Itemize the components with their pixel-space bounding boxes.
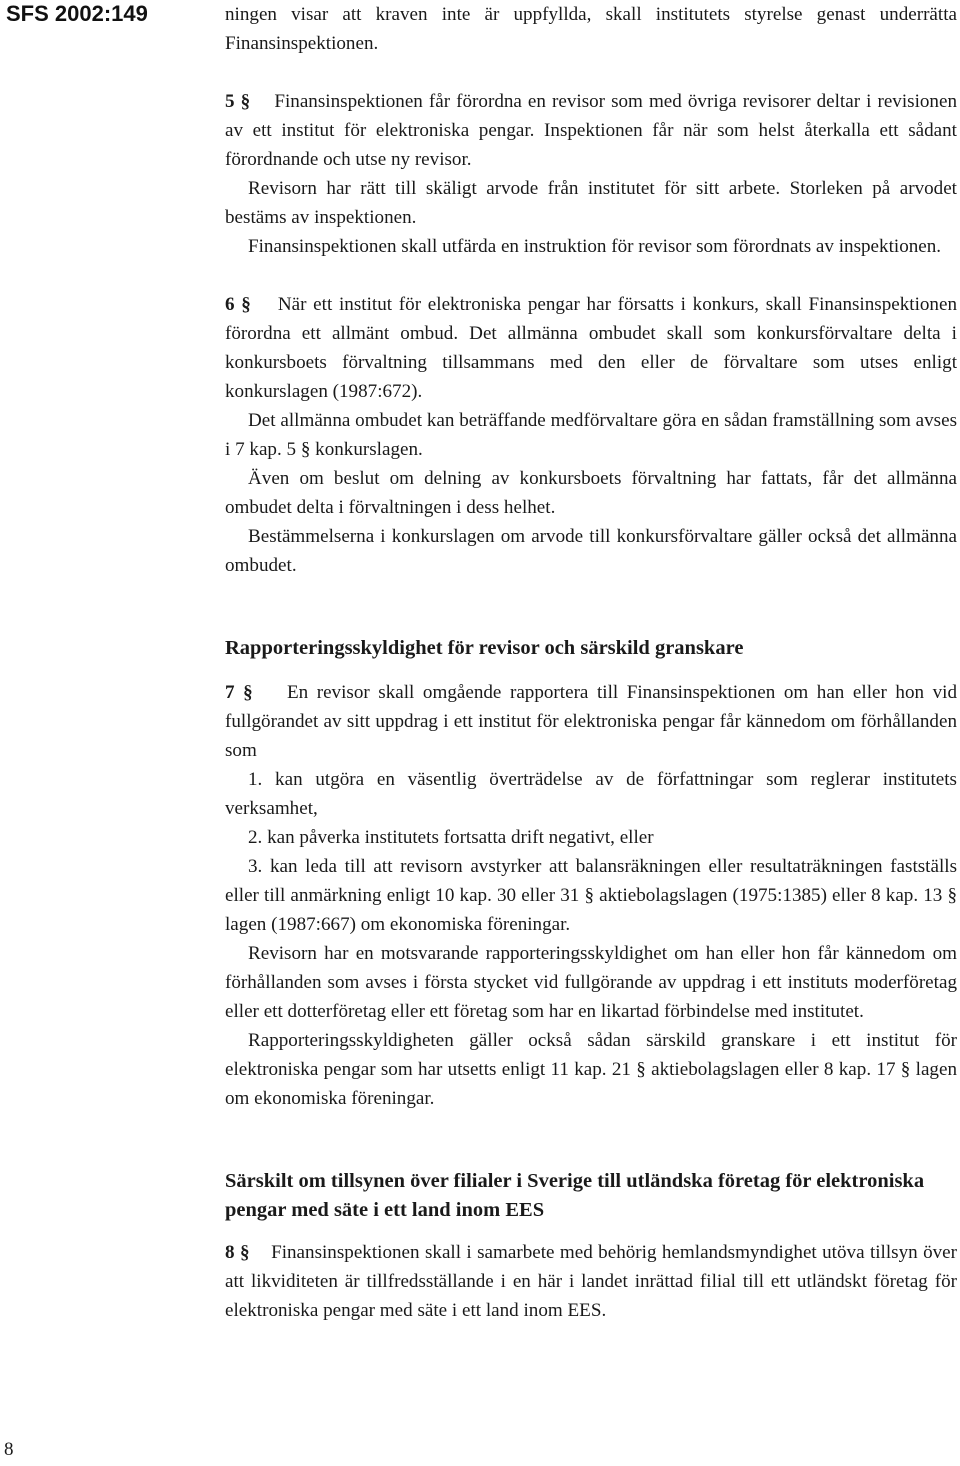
sfs-number: SFS 2002:149 <box>6 1 148 26</box>
section-5-text-1: Finansinspektionen får förordna en revisor som med övriga revisorer deltar i revisionen av ett institut för elektroniska pengar. Inspektionen får när som helst återkalla ett sådant förordnande och utse ny revisor. <box>225 91 958 170</box>
section-8-paragraph-1 <box>225 1238 957 1325</box>
spacer <box>225 1142 957 1167</box>
spacer <box>225 1225 957 1238</box>
spacer <box>225 58 957 87</box>
section-6-text-1: När ett institut för elektroniska pengar har försatts i konkurs, skall Finansinspektionen förordna ett allmänt ombud. Det allmänna ombudet skall som konkursförvaltare delta i konkursboets förvaltning tillsammans med den eller de förvaltare som utses enligt konkurslagen (1987:672). <box>225 294 957 402</box>
spacer <box>225 580 957 609</box>
page-number: 8 <box>4 1439 14 1460</box>
section-6-paragraph-3: Även om beslut om delning av konkursboets förvaltning har fattats, får det allmänna ombudet delta i förvaltningen i dess helhet. <box>225 468 957 518</box>
document-body <box>225 0 957 1325</box>
section-7-paragraph-1 <box>225 678 957 765</box>
section-7-item-1: 1. kan utgöra en väsentlig överträdelse av de författningar som reglerar institutets verksamhet, <box>225 769 957 819</box>
section-5-paragraph-2: Revisorn har rätt till skäligt arvode från institutet för sitt arbete. Storleken på arvodet bestäms av inspektionen. <box>225 178 957 228</box>
section-5-number: 5 § <box>225 91 251 112</box>
section-7-text-1: En revisor skall omgående rapportera till Finansinspektionen om han eller hon vid fullgörandet av sitt uppdrag i ett institut för elektroniska pengar får kännedom om förhållanden som <box>225 682 957 761</box>
section-7-paragraph-3: Rapporteringsskyldigheten gäller också sådan särskild granskare i ett institut för elektroniska pengar som har utsetts enligt 11 kap. 21 § aktiebolagslagen eller 8 kap. 17 § lagen om ekonomiska föreningar. <box>225 1030 957 1109</box>
spacer <box>225 663 957 678</box>
paragraph-continued: ningen visar att kraven inte är uppfyllda, skall institutets styrelse genast underrätta Finansinspektionen. <box>225 4 957 54</box>
section-6-number: 6 § <box>225 294 251 315</box>
section-7-paragraph-2: Revisorn har en motsvarande rapporteringsskyldighet om han eller hon får kännedom om förhållanden som avses i första stycket vid fullgörande av uppdrag i ett instituts moderföretag eller ett dotterföretag eller ett företag som har en likartad förbindelse med institutet. <box>225 943 957 1022</box>
spacer <box>225 609 957 634</box>
section-8-number: 8 § <box>225 1242 250 1263</box>
section-8-text-1: Finansinspektionen skall i samarbete med behörig hemlandsmyndighet utöva tillsyn över att likviditeten är tillfredsställande i en här i landet inrättad filial till ett utländskt företag för elektroniska pengar med säte i ett land inom EES. <box>225 1242 958 1321</box>
section-5-paragraph-3: Finansinspektionen skall utfärda en instruktion för revisor som förordnats av inspektionen. <box>248 236 942 257</box>
spacer <box>225 1113 957 1142</box>
section-7-number: 7 § <box>225 682 253 703</box>
spacer <box>225 261 957 290</box>
heading-rapporteringsskyldighet: Rapporteringsskyldighet för revisor och särskild granskare <box>225 637 744 659</box>
section-6-paragraph-1 <box>225 290 957 406</box>
section-7-item-3: 3. kan leda till att revisorn avstyrker att balansräkningen eller resultaträkningen fastställs eller till anmärkning enligt 10 kap. 30 eller 31 § aktiebolagslagen (1975:1385) eller 8 kap. 13 § lagen (1987:667) om ekonomiska föreningar. <box>225 856 957 935</box>
section-6-paragraph-4: Bestämmelserna i konkurslagen om arvode till konkursförvaltare gäller också det allmänna ombudet. <box>225 526 957 576</box>
section-5-paragraph-1 <box>225 87 957 174</box>
heading-filialer: Särskilt om tillsynen över filialer i Sverige till utländska företag för elektroniska pengar med säte i ett land inom EES <box>225 1170 925 1221</box>
section-6-paragraph-2: Det allmänna ombudet kan beträffande medförvaltare göra en sådan framställning som avses i 7 kap. 5 § konkurslagen. <box>225 410 957 460</box>
section-7-item-2: 2. kan påverka institutets fortsatta drift negativt, eller <box>248 827 654 848</box>
